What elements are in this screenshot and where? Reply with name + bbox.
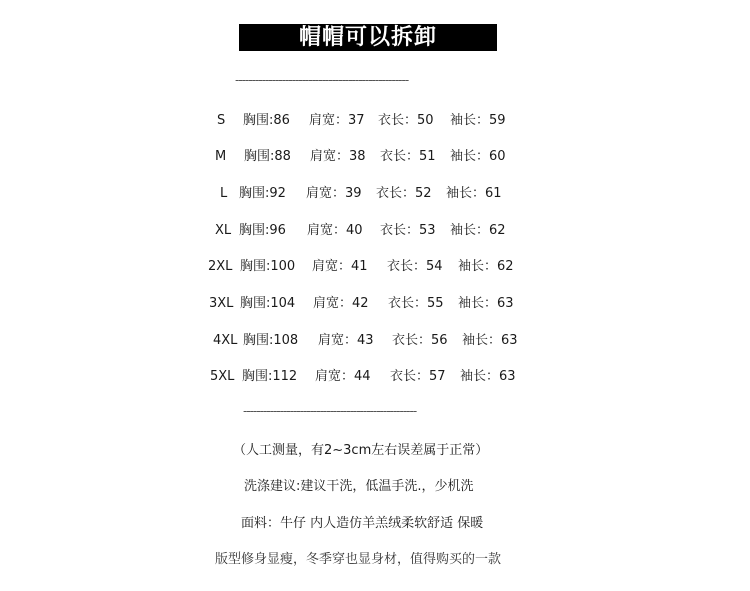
size-label: 2XL [208,259,233,274]
sleeve-value: 袖长：63 [460,369,516,384]
length-value: 衣长：53 [380,223,436,238]
shoulder-value: 肩宽：37 [309,113,365,128]
chest-value: 胸围:104 [240,296,296,311]
shoulder-value: 肩宽：38 [310,149,366,164]
size-row-3xl [206,294,531,314]
size-label: L [220,186,228,201]
divider-top: ---------------------------------------------------- [235,73,409,87]
chest-value: 胸围:112 [242,369,298,384]
sleeve-value: 袖长：63 [458,296,514,311]
shoulder-value: 肩宽：42 [313,296,369,311]
size-row-m [210,147,530,167]
sleeve-value: 袖长：59 [450,113,506,128]
size-label: M [215,149,227,164]
shoulder-value: 肩宽：40 [307,223,363,238]
size-row-4xl [208,331,533,351]
length-value: 衣长：57 [390,369,446,384]
chest-value: 胸围:86 [243,113,290,128]
sleeve-value: 袖长：60 [450,149,506,164]
size-label: XL [215,223,232,238]
chest-value: 胸围:96 [239,223,286,238]
length-value: 衣长：54 [387,259,443,274]
shoulder-value: 肩宽：39 [306,186,362,201]
size-row-2xl [206,257,531,277]
length-value: 衣长：52 [376,186,432,201]
length-value: 衣长：56 [392,333,448,348]
size-row-xl [210,221,530,241]
fabric-note: 面料：牛仔 内人造仿羊羔绒柔软舒适 保暖 [241,516,484,531]
divider-bottom: ---------------------------------------------------- [243,404,417,418]
size-row-s [210,111,530,131]
sleeve-value: 袖长：61 [446,186,502,201]
shoulder-value: 肩宽：41 [312,259,368,274]
size-label: 5XL [210,369,235,384]
size-label: 4XL [213,333,238,348]
size-label: 3XL [209,296,234,311]
sleeve-value: 袖长：62 [458,259,514,274]
shoulder-value: 肩宽：43 [318,333,374,348]
sleeve-value: 袖长：62 [450,223,506,238]
chest-value: 胸围:100 [240,259,296,274]
size-label: S [217,113,226,128]
shoulder-value: 肩宽：44 [315,369,371,384]
chest-value: 胸围:92 [239,186,286,201]
size-row-5xl [206,367,531,387]
chest-value: 胸围:108 [243,333,299,348]
chest-value: 胸围:88 [244,149,291,164]
length-value: 衣长：55 [388,296,444,311]
measurement-note: （人工测量，有2~3cm左右误差属于正常） [233,443,489,458]
length-value: 衣长：51 [380,149,436,164]
title-banner: 帽帽可以拆卸 [239,24,497,51]
length-value: 衣长：50 [378,113,434,128]
sleeve-value: 袖长：63 [462,333,518,348]
style-note: 版型修身显瘦，冬季穿也显身材，值得购买的一款 [215,552,502,567]
size-row-l [210,184,530,204]
washing-note: 洗涤建议:建议干洗，低温手洗.，少机洗 [244,479,474,494]
